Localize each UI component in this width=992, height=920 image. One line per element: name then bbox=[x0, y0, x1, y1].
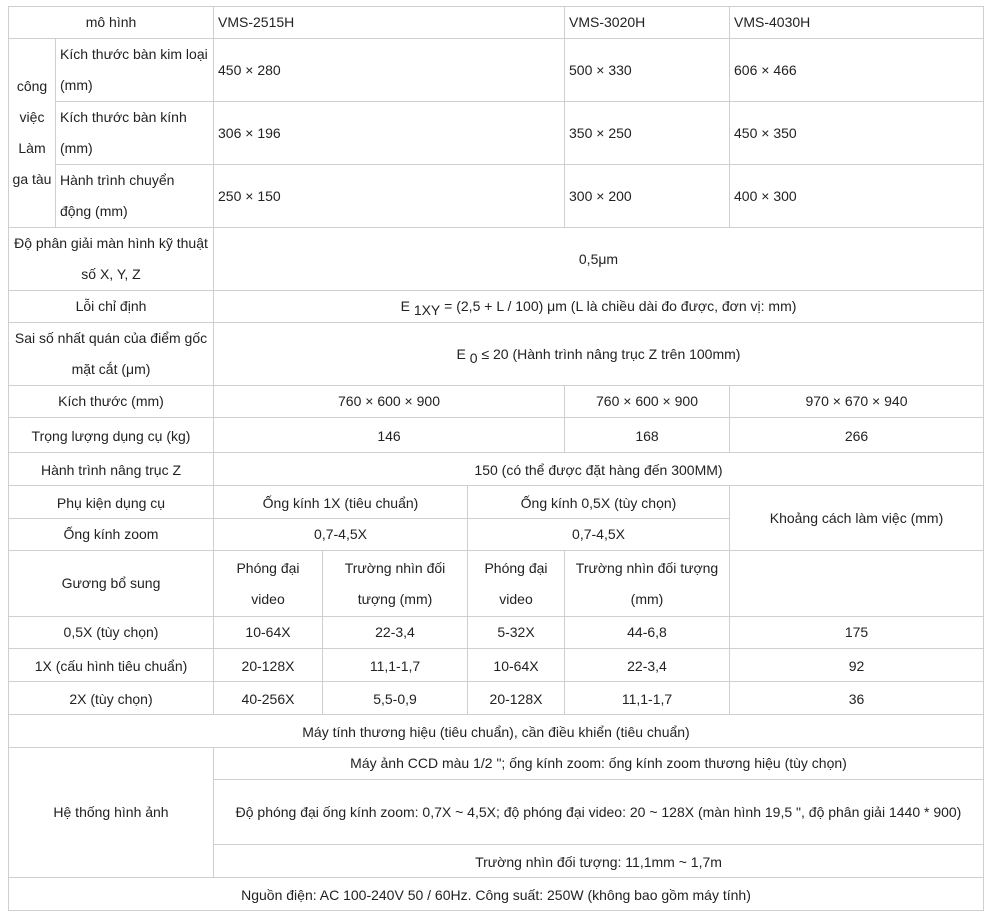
lens-05x-optional: Ống kính 0,5X (tùy chọn) bbox=[467, 485, 730, 519]
video-mag-header-1x: Phóng đại video bbox=[213, 550, 323, 617]
weight-label: Trọng lượng dụng cụ (kg) bbox=[8, 417, 214, 453]
zoom-label: Ống kính zoom bbox=[8, 518, 214, 551]
objective-row-name: 0,5X (tùy chọn) bbox=[8, 616, 214, 649]
header-model-vms-2515h: VMS-2515H bbox=[213, 6, 565, 39]
glass-table-size-vms-4030h: 450 × 350 bbox=[729, 101, 984, 165]
power-row: Nguồn điện: AC 100-240V 50 / 60Hz. Công suất: 250W (không bao gồm máy tính) bbox=[8, 877, 984, 911]
weight-vms-4030h: 266 bbox=[729, 417, 984, 453]
imaging-magnification: Độ phóng đại ống kính zoom: 0,7X ~ 4,5X; độ phóng đại video: 20 ~ 128X (màn hình 19,5 ", độ phân giải 1440 * 900) bbox=[213, 779, 984, 845]
dimensions-vms-2515h: 760 × 600 × 900 bbox=[213, 385, 565, 418]
glass-table-size-vms-2515h: 306 × 196 bbox=[213, 101, 565, 165]
weight-vms-2515h: 146 bbox=[213, 417, 565, 453]
metal-table-size-vms-2515h: 450 × 280 bbox=[213, 38, 565, 102]
glass-table-size-label: Kích thước bàn kính (mm) bbox=[55, 101, 214, 165]
video-mag-header-05x: Phóng đại video bbox=[467, 550, 565, 617]
working-distance-spacer bbox=[729, 550, 984, 617]
consistency-label: Sai số nhất quán của điểm gốc mặt cắt (μm) bbox=[8, 322, 214, 386]
objective-row-fov-1x: 5,5-0,9 bbox=[322, 681, 468, 715]
imaging-system-label: Hệ thống hình ảnh bbox=[8, 747, 214, 878]
lens-1x-standard: Ống kính 1X (tiêu chuẩn) bbox=[213, 485, 468, 519]
objective-row-working-distance: 36 bbox=[729, 681, 984, 715]
header-model-vms-4030h: VMS-4030H bbox=[729, 6, 984, 39]
metal-table-size-vms-3020h: 500 × 330 bbox=[564, 38, 730, 102]
zoom-range-1x: 0,7-4,5X bbox=[213, 518, 468, 551]
dimensions-vms-4030h: 970 × 670 × 940 bbox=[729, 385, 984, 418]
imaging-fov: Trường nhìn đối tượng: 11,1mm ~ 1,7m bbox=[213, 844, 984, 878]
z-travel-value: 150 (có thể được đặt hàng đến 300MM) bbox=[213, 452, 984, 486]
objective-row-fov-1x: 11,1-1,7 bbox=[322, 648, 468, 682]
travel-label: Hành trình chuyển động (mm) bbox=[55, 164, 214, 228]
error-value: E $_{1XY}$ = (2,5 + L / 100) μm (L là chiều dài đo được, đơn vị: mm) bbox=[213, 290, 984, 323]
fov-header-05x: Trường nhìn đối tượng (mm) bbox=[564, 550, 730, 617]
objective-row-video-mag-1x: 10-64X bbox=[213, 616, 323, 649]
header-model-label: mô hình bbox=[8, 6, 214, 39]
objective-row-fov-1x: 22-3,4 bbox=[322, 616, 468, 649]
resolution-label: Độ phân giải màn hình kỹ thuật số X, Y, Z bbox=[8, 227, 214, 291]
accessories-label: Phụ kiện dụng cụ bbox=[8, 485, 214, 519]
dimensions-vms-3020h: 760 × 600 × 900 bbox=[564, 385, 730, 418]
objective-row-fov-05x: 11,1-1,7 bbox=[564, 681, 730, 715]
objective-row-video-mag-05x: 10-64X bbox=[467, 648, 565, 682]
weight-vms-3020h: 168 bbox=[564, 417, 730, 453]
glass-table-size-vms-3020h: 350 × 250 bbox=[564, 101, 730, 165]
working-distance-header: Khoảng cách làm việc (mm) bbox=[729, 485, 984, 551]
travel-vms-2515h: 250 × 150 bbox=[213, 164, 565, 228]
objective-row-name: 1X (cấu hình tiêu chuẩn) bbox=[8, 648, 214, 682]
objective-row-fov-05x: 44-6,8 bbox=[564, 616, 730, 649]
dimensions-label: Kích thước (mm) bbox=[8, 385, 214, 418]
travel-vms-3020h: 300 × 200 bbox=[564, 164, 730, 228]
objective-row-video-mag-05x: 5-32X bbox=[467, 616, 565, 649]
header-model-vms-3020h: VMS-3020H bbox=[564, 6, 730, 39]
imaging-camera: Máy ảnh CCD màu 1/2 "; ống kính zoom: ống kính zoom thương hiệu (tùy chọn) bbox=[213, 747, 984, 780]
resolution-value: 0,5μm bbox=[213, 227, 984, 291]
objective-row-fov-05x: 22-3,4 bbox=[564, 648, 730, 682]
z-travel-label: Hành trình nâng trục Z bbox=[8, 452, 214, 486]
consistency-value: E $_0$ ≤ 20 (Hành trình nâng trục Z trên 100mm) bbox=[213, 322, 984, 386]
fov-header-1x: Trường nhìn đối tượng (mm) bbox=[322, 550, 468, 617]
objective-label: Gương bổ sung bbox=[8, 550, 214, 617]
error-label: Lỗi chỉ định bbox=[8, 290, 214, 323]
objective-row-video-mag-05x: 20-128X bbox=[467, 681, 565, 715]
zoom-range-05x: 0,7-4,5X bbox=[467, 518, 730, 551]
travel-vms-4030h: 400 × 300 bbox=[729, 164, 984, 228]
worktable-group-label: công việc Làm ga tàu bbox=[8, 38, 56, 228]
computer-row: Máy tính thương hiệu (tiêu chuẩn), cần điều khiển (tiêu chuẩn) bbox=[8, 714, 984, 748]
objective-row-name: 2X (tùy chọn) bbox=[8, 681, 214, 715]
objective-row-video-mag-1x: 20-128X bbox=[213, 648, 323, 682]
objective-row-working-distance: 175 bbox=[729, 616, 984, 649]
objective-row-working-distance: 92 bbox=[729, 648, 984, 682]
metal-table-size-label: Kích thước bàn kim loại (mm) bbox=[55, 38, 214, 102]
metal-table-size-vms-4030h: 606 × 466 bbox=[729, 38, 984, 102]
objective-row-video-mag-1x: 40-256X bbox=[213, 681, 323, 715]
